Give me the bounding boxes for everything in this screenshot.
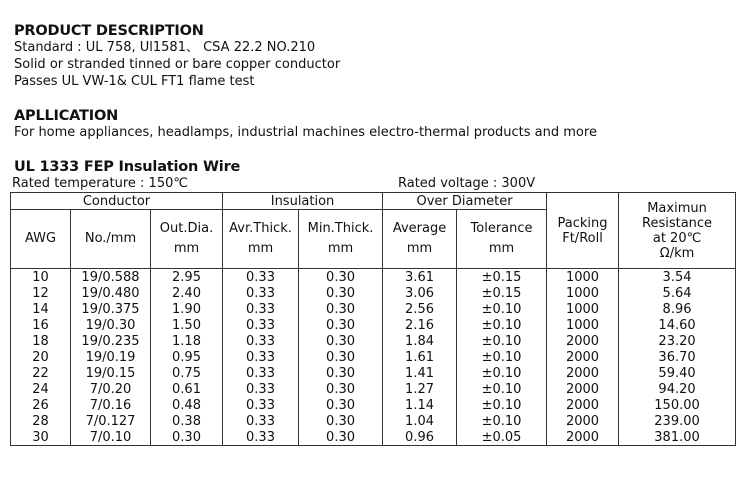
rated-voltage: Rated voltage : 300V	[398, 176, 536, 191]
table-row	[11, 413, 736, 429]
cell-average: 1.61	[383, 349, 457, 365]
application-line: For home appliances, headlamps, industrial machines electro-thermal products and more	[14, 125, 597, 140]
cell-out-dia: 0.48	[151, 397, 223, 413]
cell-tolerance: ±0.10	[457, 381, 547, 397]
cell-no-mm: 19/0.235	[71, 333, 151, 349]
cell-min-thick: 0.30	[299, 413, 383, 429]
cell-tolerance: ±0.10	[457, 317, 547, 333]
group-conductor: Conductor	[11, 193, 223, 210]
cell-min-thick: 0.30	[299, 317, 383, 333]
cell-avr-thick: 0.33	[223, 301, 299, 317]
cell-no-mm: 7/0.20	[71, 381, 151, 397]
cell-tolerance: ±0.15	[457, 285, 547, 301]
cell-out-dia: 0.30	[151, 429, 223, 446]
table-row	[11, 285, 736, 301]
cell-resistance: 94.20	[619, 381, 736, 397]
standard-line: Standard : UL 758, Ul1581、 CSA 22.2 NO.210	[14, 40, 316, 55]
cell-awg: 20	[11, 349, 71, 365]
cell-awg: 28	[11, 413, 71, 429]
cell-packing: 2000	[547, 381, 619, 397]
cell-avr-thick: 0.33	[223, 349, 299, 365]
cell-average: 2.16	[383, 317, 457, 333]
table-row	[11, 317, 736, 333]
cell-average: 1.41	[383, 365, 457, 381]
cell-awg: 14	[11, 301, 71, 317]
cell-average: 3.06	[383, 285, 457, 301]
header-tolerance-line1: Tolerance	[470, 221, 533, 236]
cell-awg: 10	[11, 269, 71, 286]
cell-awg: 24	[11, 381, 71, 397]
cell-out-dia: 1.18	[151, 333, 223, 349]
cell-average: 0.96	[383, 429, 457, 446]
cell-avr-thick: 0.33	[223, 317, 299, 333]
cell-min-thick: 0.30	[299, 269, 383, 286]
cell-out-dia: 0.61	[151, 381, 223, 397]
application-heading: APLLICATION	[14, 108, 119, 124]
cell-avr-thick: 0.33	[223, 365, 299, 381]
cell-resistance: 239.00	[619, 413, 736, 429]
cell-avr-thick: 0.33	[223, 397, 299, 413]
table-row	[11, 365, 736, 381]
cell-out-dia: 0.95	[151, 349, 223, 365]
header-resistance-line2: Resistance	[642, 215, 713, 231]
cell-resistance: 8.96	[619, 301, 736, 317]
cell-resistance: 23.20	[619, 333, 736, 349]
flame-test-line: Passes UL VW-1& CUL FT1 flame test	[14, 74, 255, 89]
cell-min-thick: 0.30	[299, 285, 383, 301]
header-avr-thick	[223, 210, 299, 269]
spec-table-body	[11, 269, 736, 446]
cell-no-mm: 19/0.15	[71, 365, 151, 381]
cell-average: 1.84	[383, 333, 457, 349]
cell-min-thick: 0.30	[299, 429, 383, 446]
header-avr-thick-line1: Avr.Thick.	[229, 221, 292, 236]
cell-tolerance: ±0.10	[457, 397, 547, 413]
cell-tolerance: ±0.10	[457, 349, 547, 365]
cell-resistance: 59.40	[619, 365, 736, 381]
cell-packing: 1000	[547, 269, 619, 286]
cell-packing: 1000	[547, 285, 619, 301]
cell-awg: 22	[11, 365, 71, 381]
cell-out-dia: 1.50	[151, 317, 223, 333]
header-resistance-line1: Maximun	[647, 200, 707, 216]
header-out-dia-line1: Out.Dia.	[159, 221, 214, 236]
cell-average: 1.14	[383, 397, 457, 413]
header-avr-thick-line2: mm	[247, 241, 274, 256]
cell-min-thick: 0.30	[299, 333, 383, 349]
cell-packing: 2000	[547, 429, 619, 446]
header-resistance	[619, 193, 736, 269]
cell-tolerance: ±0.15	[457, 269, 547, 286]
cell-average: 2.56	[383, 301, 457, 317]
header-packing	[547, 193, 619, 269]
cell-out-dia: 0.75	[151, 365, 223, 381]
rated-temperature: Rated temperature : 150℃	[12, 176, 188, 191]
table-row	[11, 381, 736, 397]
cell-packing: 1000	[547, 301, 619, 317]
cell-no-mm: 7/0.127	[71, 413, 151, 429]
header-packing-line2: Ft/Roll	[562, 230, 603, 246]
header-resistance-line4: Ω/km	[659, 245, 695, 261]
cell-awg: 30	[11, 429, 71, 446]
cell-avr-thick: 0.33	[223, 285, 299, 301]
cell-avr-thick: 0.33	[223, 429, 299, 446]
header-packing-line1: Packing	[557, 215, 608, 231]
cell-awg: 12	[11, 285, 71, 301]
cell-awg: 18	[11, 333, 71, 349]
cell-tolerance: ±0.10	[457, 333, 547, 349]
group-insulation: Insulation	[223, 193, 383, 210]
header-out-dia	[151, 210, 223, 269]
cell-no-mm: 7/0.10	[71, 429, 151, 446]
cell-min-thick: 0.30	[299, 349, 383, 365]
table-row	[11, 269, 736, 286]
group-over-diameter: Over Diameter	[383, 193, 547, 210]
table-row	[11, 349, 736, 365]
header-min-thick-line2: mm	[327, 241, 354, 256]
cell-awg: 26	[11, 397, 71, 413]
cell-tolerance: ±0.10	[457, 413, 547, 429]
cell-no-mm: 19/0.480	[71, 285, 151, 301]
cell-awg: 16	[11, 317, 71, 333]
header-average-line1: Average	[392, 221, 447, 236]
cell-tolerance: ±0.10	[457, 365, 547, 381]
header-no-mm: No./mm	[71, 210, 151, 269]
header-awg: AWG	[11, 210, 71, 269]
cell-resistance: 381.00	[619, 429, 736, 446]
cell-avr-thick: 0.33	[223, 269, 299, 286]
header-resistance-line3: at 20℃	[652, 230, 702, 246]
cell-out-dia: 0.38	[151, 413, 223, 429]
cell-min-thick: 0.30	[299, 397, 383, 413]
cell-resistance: 36.70	[619, 349, 736, 365]
cell-tolerance: ±0.05	[457, 429, 547, 446]
table-row	[11, 333, 736, 349]
cell-resistance: 150.00	[619, 397, 736, 413]
header-average	[383, 210, 457, 269]
cell-no-mm: 19/0.375	[71, 301, 151, 317]
table-row	[11, 301, 736, 317]
cell-no-mm: 19/0.30	[71, 317, 151, 333]
cell-average: 1.04	[383, 413, 457, 429]
spec-table	[10, 192, 736, 446]
cell-resistance: 5.64	[619, 285, 736, 301]
table-row	[11, 397, 736, 413]
cell-avr-thick: 0.33	[223, 381, 299, 397]
cell-packing: 2000	[547, 333, 619, 349]
cell-no-mm: 7/0.16	[71, 397, 151, 413]
header-min-thick	[299, 210, 383, 269]
conductor-line: Solid or stranded tinned or bare copper conductor	[14, 57, 341, 72]
cell-out-dia: 2.95	[151, 269, 223, 286]
cell-packing: 1000	[547, 317, 619, 333]
cell-tolerance: ±0.10	[457, 301, 547, 317]
cell-average: 3.61	[383, 269, 457, 286]
header-tolerance	[457, 210, 547, 269]
cell-packing: 2000	[547, 413, 619, 429]
cell-resistance: 14.60	[619, 317, 736, 333]
cell-no-mm: 19/0.588	[71, 269, 151, 286]
cell-out-dia: 2.40	[151, 285, 223, 301]
header-average-line2: mm	[406, 241, 433, 256]
cell-average: 1.27	[383, 381, 457, 397]
header-min-thick-line1: Min.Thick.	[307, 221, 374, 236]
cell-min-thick: 0.30	[299, 365, 383, 381]
table-row	[11, 429, 736, 446]
cell-packing: 2000	[547, 397, 619, 413]
cell-no-mm: 19/0.19	[71, 349, 151, 365]
cell-min-thick: 0.30	[299, 301, 383, 317]
cell-out-dia: 1.90	[151, 301, 223, 317]
product-description-heading: PRODUCT DESCRIPTION	[14, 23, 204, 39]
cell-avr-thick: 0.33	[223, 333, 299, 349]
header-group-row	[11, 193, 736, 210]
cell-resistance: 3.54	[619, 269, 736, 286]
wire-title: UL 1333 FEP Insulation Wire	[14, 159, 241, 175]
header-tolerance-line2: mm	[488, 241, 515, 256]
cell-packing: 2000	[547, 349, 619, 365]
cell-packing: 2000	[547, 365, 619, 381]
cell-avr-thick: 0.33	[223, 413, 299, 429]
header-out-dia-line2: mm	[173, 241, 200, 256]
cell-min-thick: 0.30	[299, 381, 383, 397]
